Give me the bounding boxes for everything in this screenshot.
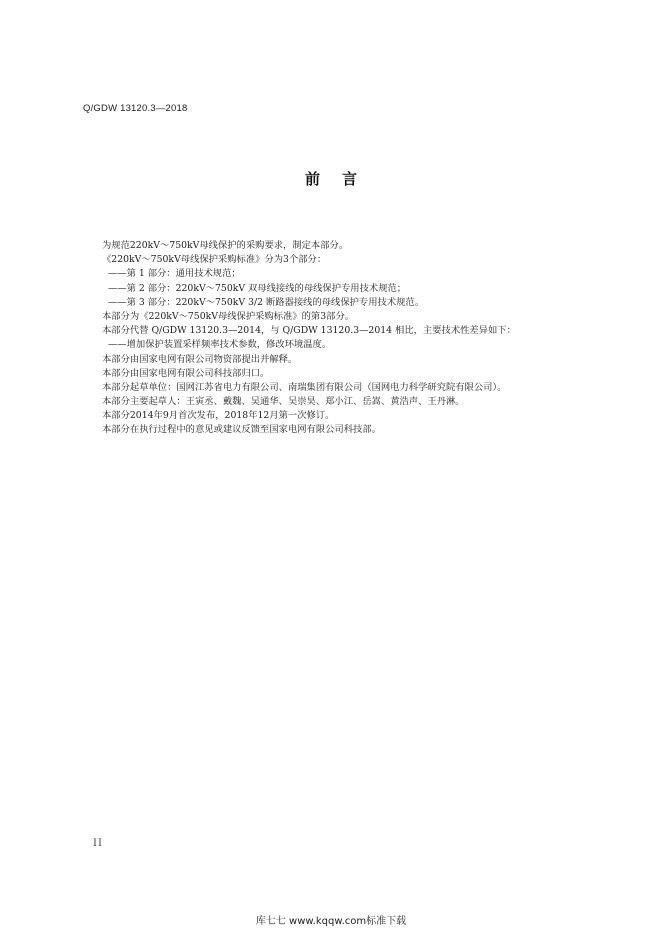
paragraph: 本部分在执行过程中的意见或建议反馈至国家电网有限公司科技部。: [102, 424, 381, 436]
paragraph: 本部分为《220kV～750kV母线保护采购标准》的第3部分。: [102, 310, 355, 322]
paragraph: 本部分起草单位：国网江苏省电力有限公司、南瑞集团有限公司（国网电力科学研究院有限公司）。: [102, 381, 507, 393]
paragraph: 本部分主要起草人：王寅丞、戴魏、吴通华、吴崇昊、郑小江、岳嵩、黄浩声、王丹淋。: [102, 396, 465, 408]
paragraph: 本部分2014年9月首次发布，2018年12月第一次修订。: [102, 410, 335, 422]
paragraph: 《220kV～750kV母线保护采购标准》分为3个部分：: [102, 254, 327, 266]
page-title: 前言: [304, 170, 379, 188]
list-item: ——增加保护装置采样频率技术参数，修改环境温度。: [108, 339, 332, 351]
page-number: II: [93, 838, 103, 849]
footer-watermark: 库七七 www.kqqw.com标准下载: [255, 916, 407, 927]
document-id: Q/GDW 13120.3—2018: [83, 103, 188, 114]
list-item: ——第 3 部分：220kV～750kV 3/2 断路器接线的母线保护专用技术规范。: [108, 296, 425, 308]
paragraph: 本部分代替 Q/GDW 13120.3—2014，与 Q/GDW 13120.3—2014 相比，主要技术性差异如下：: [102, 325, 516, 337]
foreword-body: [102, 239, 582, 438]
paragraph: 本部分由国家电网有限公司物资部提出并解释。: [102, 353, 298, 365]
paragraph: 为规范220kV～750kV母线保护的采购要求，制定本部分。: [102, 240, 349, 251]
paragraph: 本部分由国家电网有限公司科技部归口。: [102, 367, 270, 379]
list-item: ——第 2 部分：220kV～750kV 双母线接线的母线保护专用技术规范；: [108, 282, 407, 294]
list-item: ——第 1 部分：通用技术规范；: [108, 268, 241, 280]
